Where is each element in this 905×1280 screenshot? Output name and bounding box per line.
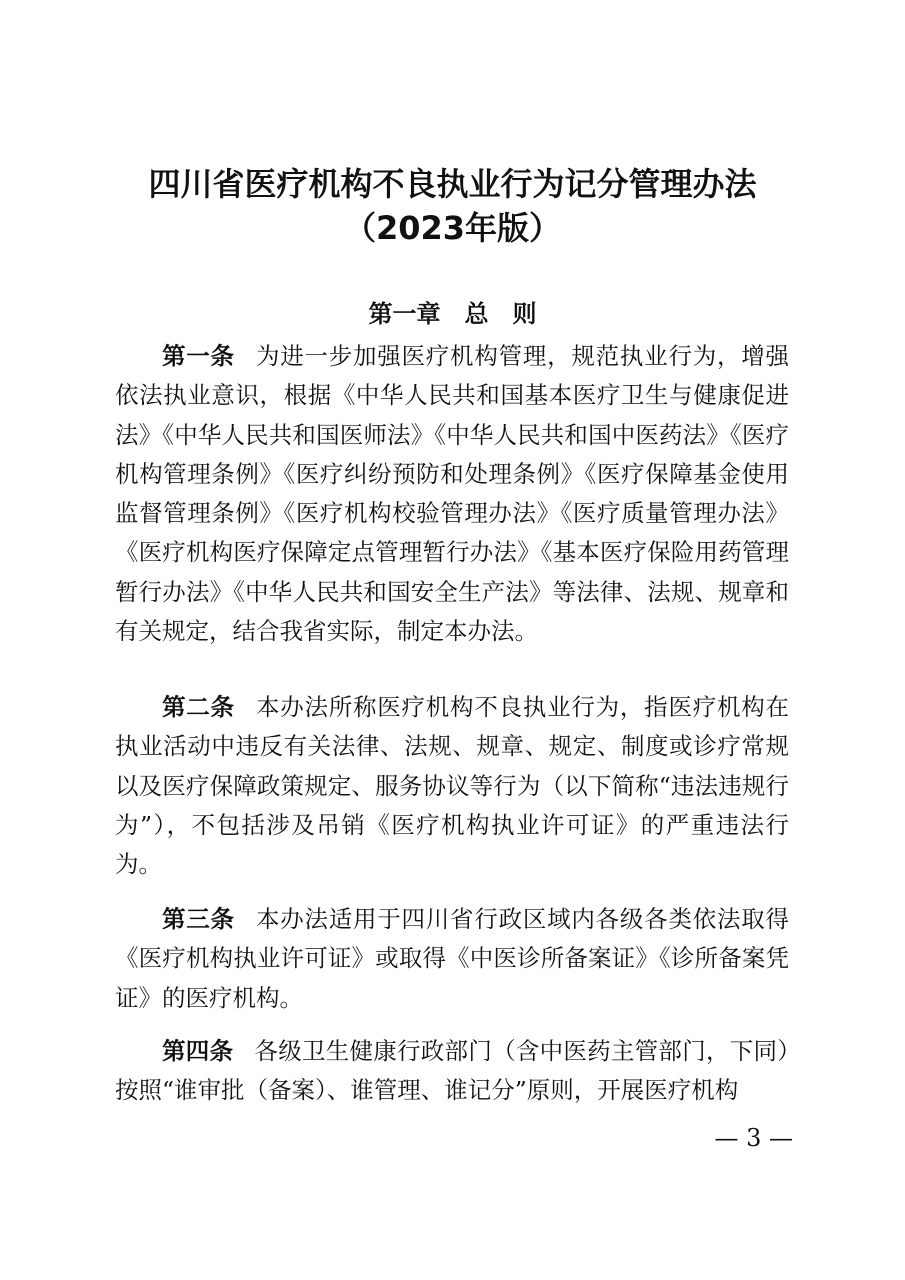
chapter-heading: 第一章 总 则 [368, 300, 537, 328]
article-1 [115, 337, 789, 651]
article-2-text: 本办法所称医疗机构不良执业行为，指医疗机构在执业活动中违反有关法律、法规、规章、规定、制度或诊疗常规以及医疗保障政策规定、服务协议等行为（以下简称“违法违规行为”），不包括涉及吊销《医疗机构执业许可证》的严重违法行为。 [115, 693, 790, 879]
document-title-edition: （2023年版） [343, 209, 562, 247]
article-3 [115, 900, 789, 1018]
document-title: 四川省医疗机构不良执业行为记分管理办法 [148, 165, 757, 203]
article-2-label: 第二条 [162, 693, 235, 721]
article-4 [115, 1032, 789, 1111]
article-3-text: 本办法适用于四川省行政区域内各级各类依法取得《医疗机构执业许可证》或取得《中医诊所备案证》《诊所备案凭证》的医疗机构。 [115, 905, 790, 1012]
article-2 [115, 688, 789, 884]
article-1-text: 为进一步加强医疗机构管理，规范执业行为，增强依法执业意识，根据《中华人民共和国基本医疗卫生与健康促进法》《中华人民共和国医师法》《中华人民共和国中医药法》《医疗机构管理条例》《医疗纠纷预防和处理条例》《医疗保障基金使用监督管理条例》《医疗机构校验管理办法》《医疗质量管理办法》《医疗机构医疗保障定点管理暂行办法》《基本医疗保险用药管理暂行办法》《中华人民共和国安全生产法》等法律、法规、规章和有关规定，结合我省实际，制定本办法。 [115, 342, 790, 646]
article-3-label: 第三条 [162, 905, 235, 933]
article-4-label: 第四条 [162, 1037, 234, 1065]
article-1-label: 第一条 [162, 342, 235, 370]
page-number: — 3 — [714, 1124, 793, 1152]
article-4-text: 各级卫生健康行政部门（含中医药主管部门，下同）按照“谁审批（备案）、谁管理、谁记分”原则，开展医疗机构 [115, 1037, 790, 1105]
